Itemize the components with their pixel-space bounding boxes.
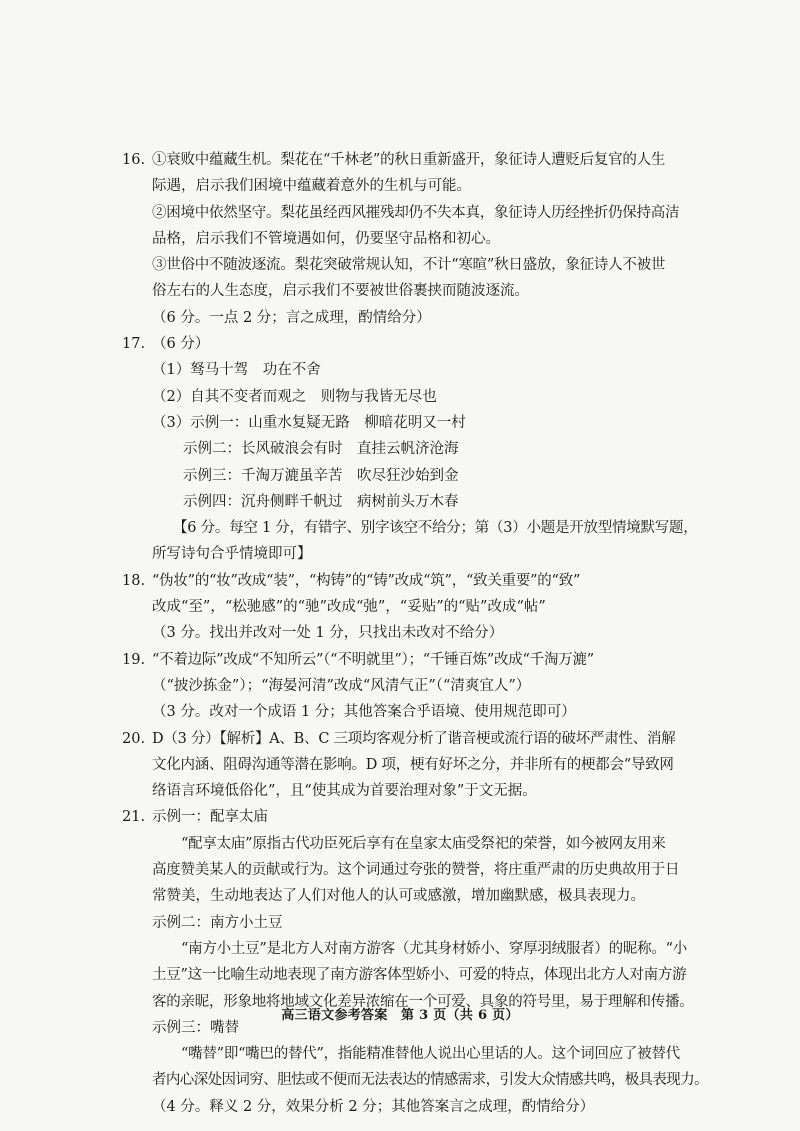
answer-line: 俗左右的人生态度，启示我们不要被世俗裹挟而随波逐流。 <box>152 283 529 300</box>
scoring-note: 所写诗句合乎情境即可】 <box>152 546 312 563</box>
answer-line: 示例四：沉舟侧畔千帆过 病树前头万木春 <box>183 493 459 510</box>
scoring-note: （6 分。一点 2 分；言之成理，酌情给分） <box>152 309 431 326</box>
example-heading: 示例三：嘴替 <box>152 1019 239 1036</box>
answer-line: 者内心深处因词穷、胆怯或不便而无法表达的情感需求，引发大众情感共鸣，极具表现力。 <box>152 1072 708 1089</box>
answer-line: “南方小土豆”是北方人对南方游客（尤其身材娇小、穿厚羽绒服者）的昵称。“小 <box>181 940 687 957</box>
answer-line: （3）示例一：山重水复疑无路 柳暗花明又一村 <box>152 414 466 431</box>
answer-line: （2）自其不变者而观之 则物与我皆无尽也 <box>152 388 437 405</box>
example-heading: 示例一：配享太庙 <box>152 809 268 826</box>
question-18 <box>122 568 682 647</box>
question-number: 17. <box>122 336 146 353</box>
answer-line: 示例三：千淘万漉虽辛苦 吹尽狂沙始到金 <box>183 467 459 484</box>
answer-line: ①衰败中蕴藏生机。梨花在“千林老”的秋日重新盛开，象征诗人遭贬后复官的人生 <box>152 152 666 168</box>
answer-line: 改成“至”，“松驰感”的“驰”改成“弛”，“妥贴”的“贴”改成“帖” <box>152 599 546 616</box>
answer-content <box>122 147 708 1120</box>
scoring-note: （3 分。找出并改对一处 1 分，只找出未改对不给分） <box>152 625 504 642</box>
answer-line: （6 分） <box>152 336 210 353</box>
answer-line: 土豆”这一比喻生动地表现了南方游客体型娇小、可爱的特点，体现出北方人对南方游 <box>152 967 687 984</box>
question-number: 18. <box>122 572 146 589</box>
answer-line: “配享太庙”原指古代功臣死后享有在皇家太庙受祭祀的荣誉，如今被网友用来 <box>181 835 666 852</box>
answer-line: 高度赞美某人的贡献或行为。这个词通过夸张的赞誉，将庄重严肃的历史典故用于日 <box>152 862 680 879</box>
question-number: 19. <box>122 651 146 668</box>
answer-line: 文化内涵、阻碍沟通等潜在影响。D 项，梗有好坏之分，并非所有的梗都会“导致网 <box>152 756 674 773</box>
answer-line: 示例二：长风破浪会有时 直挂云帆济沧海 <box>183 441 459 458</box>
answer-line: （“披沙拣金”）；“海晏河清”改成“风清气正”（“清爽宜人”） <box>152 677 531 694</box>
question-16 <box>122 147 682 331</box>
page-footer: 高三语文参考答案 第 3 页（共 6 页） <box>281 1008 519 1023</box>
question-21 <box>122 804 708 1120</box>
scoring-note: 【6 分。每空 1 分，有错字、别字该空不给分；第（3）小题是开放型情境默写题， <box>173 520 698 537</box>
scoring-note: （3 分。改对一个成语 1 分；其他答案合乎语境、使用规范即可） <box>152 704 576 721</box>
answer-line: 际遇，启示我们困境中蕴藏着意外的生机与可能。 <box>152 178 471 195</box>
answer-line: ②困境中依然坚守。梨花虽经西风摧残却仍不失本真，象征诗人历经挫折仍保持高洁 <box>152 204 680 221</box>
question-number: 20. <box>122 730 146 747</box>
answer-line: （1）驽马十驾 功在不舍 <box>152 362 321 379</box>
question-number: 16. <box>122 152 146 168</box>
answer-line: 络语言环境低俗化”，且“使其成为首要治理对象”于文无据。 <box>152 783 537 800</box>
answer-line: “嘴替”即“嘴巴的替代”，指能精准替他人说出心里话的人。这个词回应了被替代 <box>181 1046 680 1063</box>
answer-line: D（3 分）【解析】A、B、C 三项均客观分析了谐音梗或流行语的破坏严肃性、消解 <box>152 730 676 747</box>
example-heading: 示例二：南方小土豆 <box>152 914 283 931</box>
answer-line: 客的亲昵，形象地将地域文化差异浓缩在一个可爱、具象的符号里，易于理解和传播。 <box>152 993 694 1010</box>
question-19 <box>122 647 682 726</box>
question-20 <box>122 726 682 805</box>
answer-line: 品格，启示我们不管境遇如何，仍要坚守品格和初心。 <box>152 230 500 247</box>
answer-line: 常赞美，生动地表达了人们对他人的认可或感激，增加幽默感，极具表现力。 <box>152 888 645 905</box>
question-number: 21. <box>122 809 146 826</box>
answer-line: “伪妆”的“妆”改成“装”，“构铸”的“铸”改成“筑”，“致关重要”的“致” <box>152 572 581 589</box>
scoring-note: （4 分。释义 2 分，效果分析 2 分；其他答案言之成理，酌情给分） <box>152 1098 595 1115</box>
question-17 <box>122 331 698 568</box>
answer-line: “不着边际”改成“不知所云”（“不明就里”）；“千锤百炼”改成“千淘万漉” <box>152 651 594 668</box>
answer-line: ③世俗中不随波逐流。梨花突破常规认知，不计“寒暄”秋日盛放，象征诗人不被世 <box>152 257 666 274</box>
